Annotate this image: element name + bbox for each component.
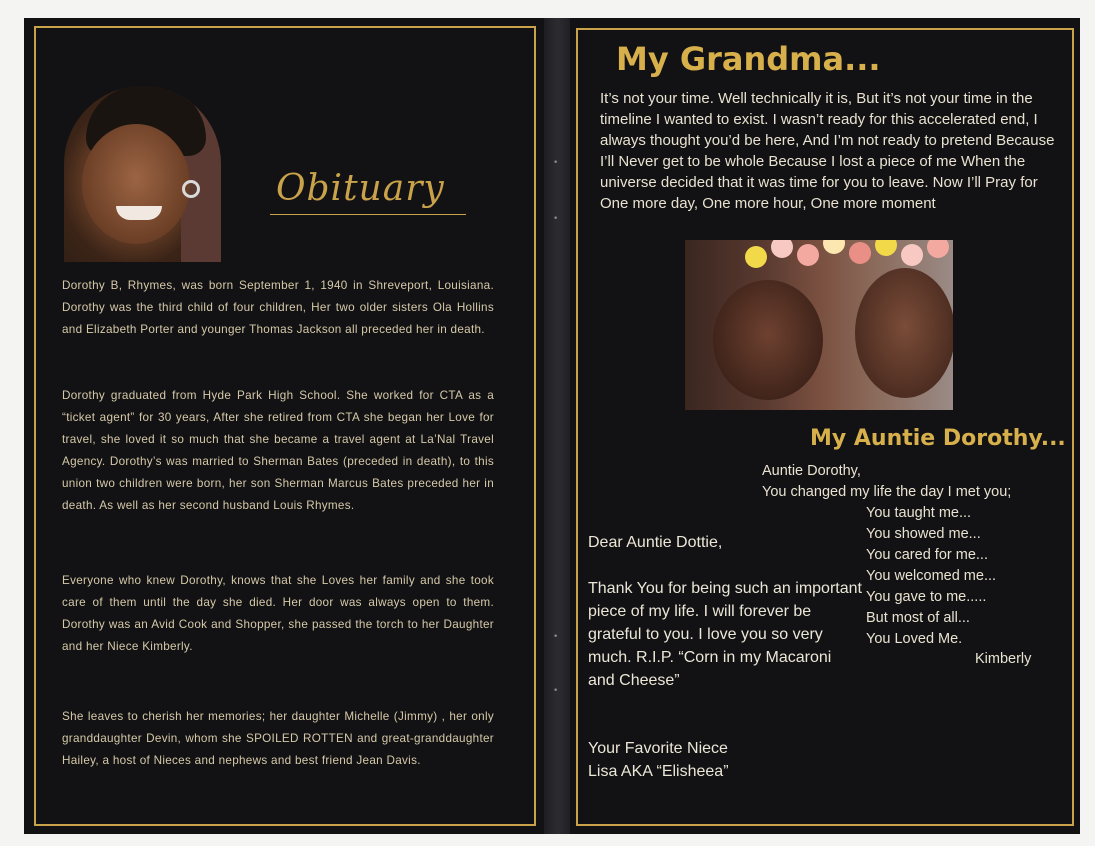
auntie-poem-line: You Loved Me. <box>866 631 963 647</box>
grandma-portrait-photo <box>64 86 221 262</box>
grandma-poem: It’s not your time. Well technically it is, But it’s not your time in the timeline I wanted to exist. I wasn’t ready for this accelerated end, I always thought you’d be here, And I’m not ready to pretend Because I’ll Never get to be whole Because I lost a piece of me When the universe decided that it was time for you to leave. Now I’ll Pray for One more day, One more hour, One more moment <box>600 90 1055 212</box>
obituary-heading: Obituary <box>276 168 445 209</box>
right-page <box>570 18 1080 834</box>
obituary-paragraph-3: Everyone who knew Dorothy, knows that she Loves her family and she took care of them until the day she died. Her door was always open to them. Dorothy was an Avid Cook and Shopper, she passed the torch to her Daughter and her Niece Kimberly. <box>62 574 494 653</box>
letter-closing-line-1: Your Favorite Niece <box>588 740 728 757</box>
grandma-heading: My Grandma... <box>616 40 881 78</box>
obituary-paragraph-1: Dorothy B, Rhymes, was born September 1, 1940 in Shreveport, Louisiana. Dorothy was the third child of four children, Her two older sisters Ola Hollins and Elizabeth Porter and younger Thomas Jackson all preceded her in death. <box>62 279 494 336</box>
auntie-poem-line: You showed me... <box>866 526 981 542</box>
letter-body: Thank You for being such an important piece of my life. I will forever be grateful to you. I love you so very much. R.I.P. “Corn in my Macaroni and Cheese” <box>588 580 862 689</box>
letter-closing-line-2: Lisa AKA “Elisheea” <box>588 763 729 780</box>
page-gutter: • • • • <box>544 18 572 834</box>
auntie-poem-line: You changed my life the day I met you; <box>762 484 1012 500</box>
auntie-poem-list <box>866 503 996 650</box>
auntie-poem-intro <box>762 461 1011 503</box>
auntie-poem-line: You cared for me... <box>866 547 988 563</box>
obituary-paragraph-4: She leaves to cherish her memories; her daughter Michelle (Jimmy) , her only granddaughter Devin, whom she SPOILED ROTTEN and great-granddaughter Hailey, a host of Nieces and nephews and best friend Jean Davis. <box>62 710 494 767</box>
flower-crown-icon <box>745 240 953 278</box>
auntie-poem-line: Auntie Dorothy, <box>762 463 861 479</box>
obituary-underline <box>270 214 466 215</box>
auntie-poem-line: You taught me... <box>866 505 972 521</box>
auntie-poem-signature: Kimberly <box>975 651 1032 667</box>
auntie-poem-line: But most of all... <box>866 610 970 626</box>
left-page <box>24 18 546 834</box>
auntie-poem-line: You gave to me..... <box>866 589 987 605</box>
selfie-photo <box>685 240 953 410</box>
letter-greeting: Dear Auntie Dottie, <box>588 534 723 551</box>
obituary-paragraph-2: Dorothy graduated from Hyde Park High School. She worked for CTA as a “ticket agent” for 30 years, After she retired from CTA she began her Love for travel, she loved it so much that she became a travel agent at La’Nal Travel Agency. Dorothy’s was married to Sherman Bates (preceded in death), to this union two children were born, her son Sherman Marcus Bates preceded her in death. As well as her second husband Louis Rhymes. <box>62 389 494 512</box>
auntie-poem-line: You welcomed me... <box>866 568 997 584</box>
auntie-heading: My Auntie Dorothy... <box>810 426 1066 451</box>
